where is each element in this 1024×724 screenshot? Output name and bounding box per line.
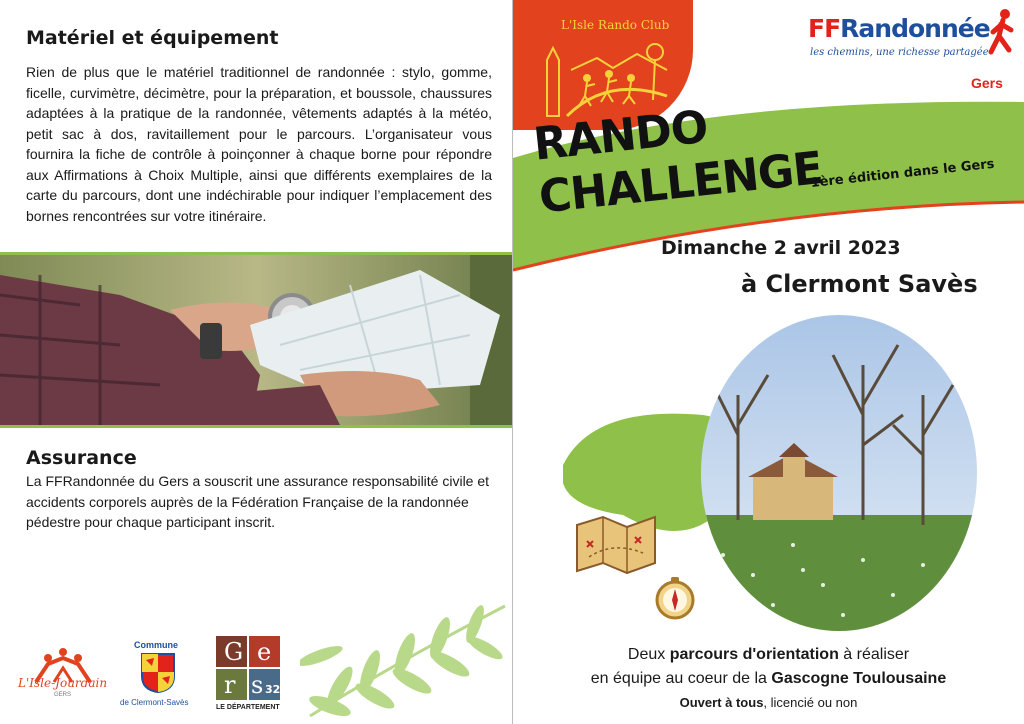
logo-isle-jourdain xyxy=(18,644,108,704)
ffr-ff: FF xyxy=(808,14,841,43)
leaf-decoration xyxy=(300,596,512,724)
ffr-name: Randonnée xyxy=(840,14,990,43)
logo-gers-letter-r: r xyxy=(224,671,236,699)
logo-gers-number: 32 xyxy=(265,683,281,696)
logo-isle-jourdain-sub: GERS xyxy=(54,692,72,698)
partner-logos xyxy=(14,628,314,718)
village-photo-scene xyxy=(563,305,1024,635)
club-name: L'Isle Rando Club xyxy=(561,18,670,32)
logo-isle-jourdain-text: L'Isle-Jourdain xyxy=(18,676,108,690)
event-date: Dimanche 2 avril 2023 xyxy=(661,237,901,259)
event-line-2-b: Gascogne Toulousaine xyxy=(771,670,947,687)
event-line-1-a: Deux xyxy=(627,646,670,663)
ffr-region: Gers xyxy=(971,75,1003,91)
coat-of-arms-icon xyxy=(140,652,176,694)
event-line-3-b: , licencié ou non xyxy=(763,695,858,710)
logo-commune-clermont-saves xyxy=(120,636,196,716)
ffr-tagline: les chemins, une richesse partagée xyxy=(810,47,989,58)
event-line-1-b: parcours d'orientation xyxy=(669,646,839,663)
section-title-materiel: Matériel et équipement xyxy=(26,27,279,49)
logo-gers-departement xyxy=(216,636,282,716)
event-line-2-a: en équipe au coeur de la xyxy=(590,670,772,687)
section-text-materiel: Rien de plus que le matériel traditionnel de randonnée : stylo, gomme, ficelle, curvimètre, décimètre, pour la préparation, et boussole, chaussures adaptées à la pratique de la randonnée, vêtements adaptés à la météo, petit sac à dos, ravitaillement pour le parcours. L’organisateur vous fournira la fiche de contrôle à poinçonner à chaque borne pour répondre aux Affirmations à Choix Multiple, ainsi que différents exemplaires de la carte du parcours, dont une indéchirable pour indiquer l’emplacement des bornes rencontrées sur votre itinéraire. xyxy=(26,64,492,224)
event-title-text: RANDO CHALLENGE xyxy=(531,99,825,224)
ffrandonnee-logo-text xyxy=(808,14,990,43)
event-edition: 1ère édition dans le Gers xyxy=(810,156,996,191)
event-place: à Clermont Savès xyxy=(741,270,978,298)
event-line-1 xyxy=(513,646,1024,664)
logo-commune-bottom: de Clermont-Savès xyxy=(120,698,189,707)
event-line-2 xyxy=(513,670,1024,688)
event-line-3 xyxy=(513,695,1024,710)
logo-gers-letter-e: e xyxy=(257,638,272,666)
logo-gers-letter-g: G xyxy=(224,638,244,666)
section-title-assurance: Assurance xyxy=(26,447,137,469)
compass-icon xyxy=(657,577,693,618)
right-page xyxy=(513,0,1024,724)
logo-gers-letter-s: s xyxy=(251,671,264,699)
logo-commune-top: Commune xyxy=(134,640,179,650)
logo-gers-departement-text: LE DÉPARTEMENT xyxy=(216,704,280,711)
map-compass-photo xyxy=(0,252,512,428)
event-line-1-c: à réaliser xyxy=(838,646,910,663)
event-line-3-a: Ouvert à tous xyxy=(679,695,764,710)
treasure-map-icon xyxy=(577,517,655,573)
hiker-icon xyxy=(987,8,1017,58)
section-text-assurance: La FFRandonnée du Gers a souscrit une assurance responsabilité civile et accidents corporels auprès de la Fédération Française de la randonnée pédestre pour chaque participant inscrit. xyxy=(26,473,490,530)
